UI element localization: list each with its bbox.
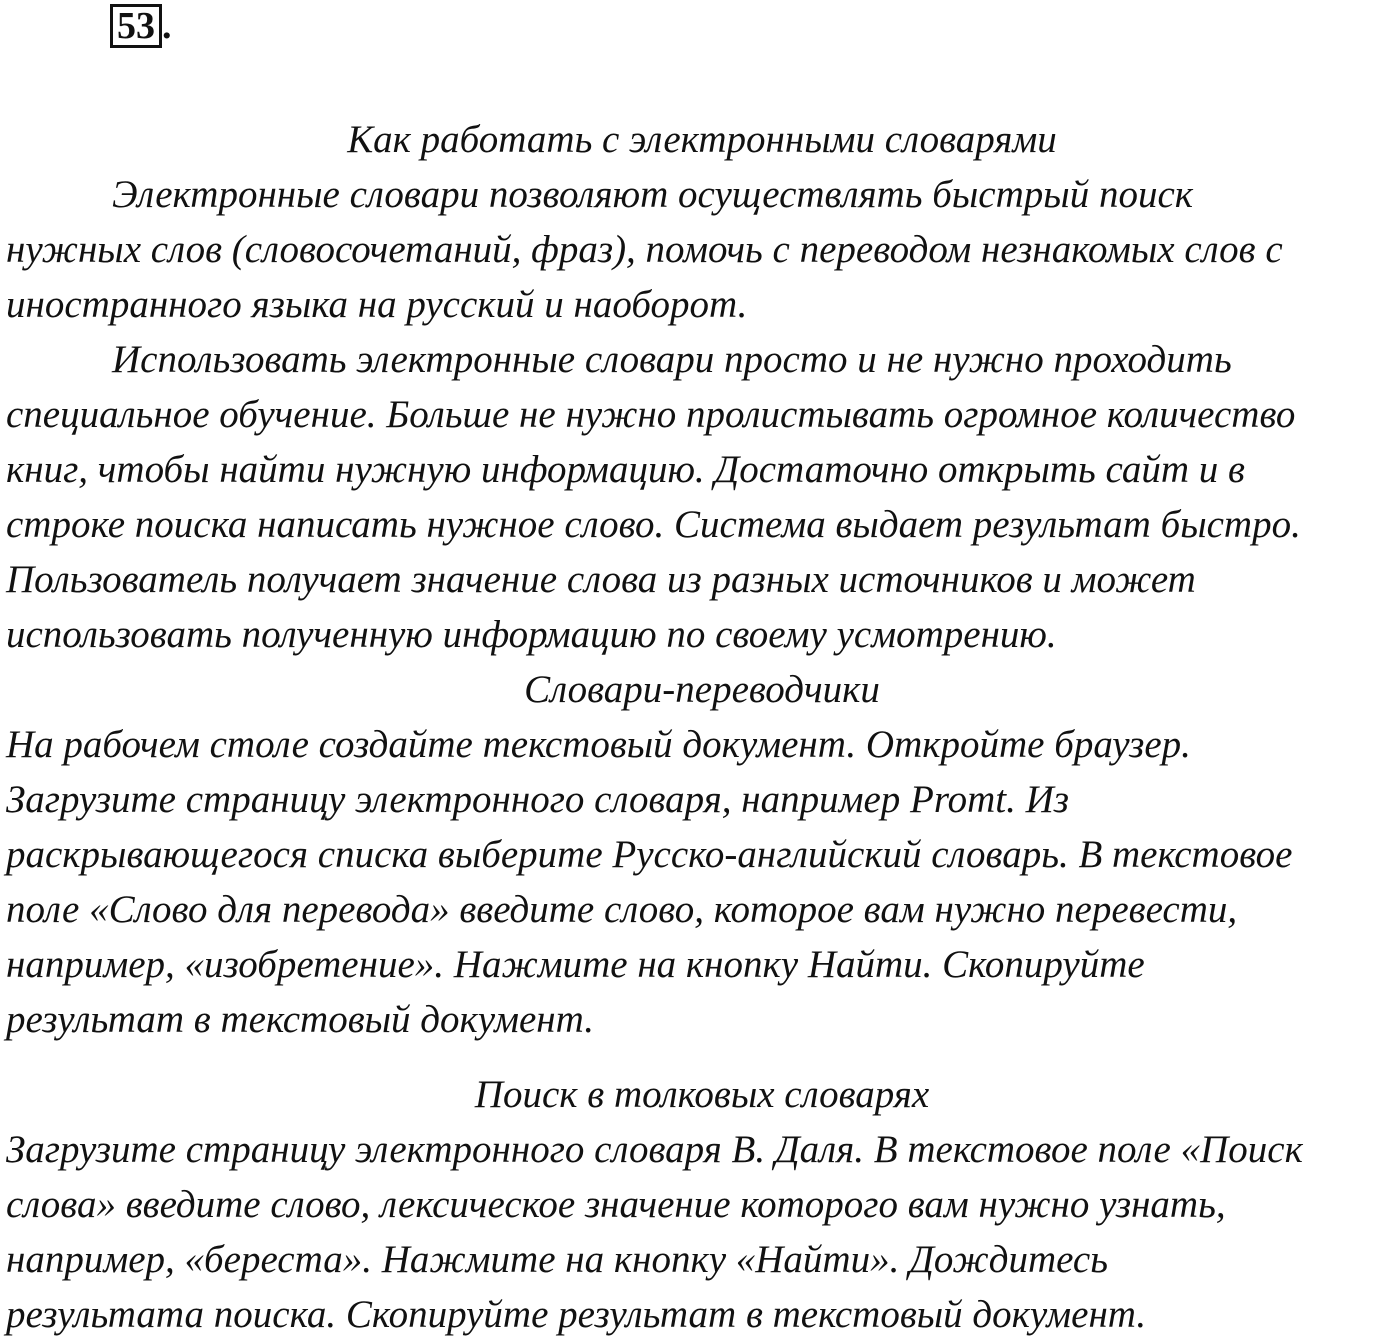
text-line: раскрывающегося списка выберите Русско-английский словарь. В текстовое	[6, 833, 1293, 876]
text-line: результат в текстовый документ.	[6, 998, 595, 1041]
exercise-number-dot: .	[162, 5, 172, 47]
text-line: результата поиска. Скопируйте результат в текстовый документ.	[6, 1293, 1147, 1336]
section-title-translator-dictionaries: Словари-переводчики	[524, 668, 880, 711]
text-line: слова» введите слово, лексическое значение которого вам нужно узнать,	[6, 1183, 1226, 1226]
exercise-number-box: 53	[110, 4, 162, 48]
section-title-explanatory-dictionaries: Поиск в толковых словарях	[474, 1073, 930, 1116]
text-line: Электронные словари позволяют осуществлять быстрый поиск	[112, 173, 1193, 216]
text-line: Загрузите страницу электронного словаря, например Promt. Из	[6, 778, 1069, 821]
document-body-section3	[6, 1067, 1398, 1342]
text-line: поле «Слово для перевода» введите слово, которое вам нужно перевести,	[6, 888, 1238, 931]
text-line: Загрузите страницу электронного словаря В. Даля. В текстовое поле «Поиск	[6, 1128, 1303, 1171]
text-line: Использовать электронные словари просто и не нужно проходить	[112, 338, 1232, 381]
text-line: нужных слов (словосочетаний, фраз), помочь с переводом незнакомых слов с	[6, 228, 1283, 271]
text-line: использовать полученную информацию по своему усмотрению.	[6, 613, 1057, 656]
text-line: На рабочем столе создайте текстовый документ. Откройте браузер.	[6, 723, 1191, 766]
text-line: строке поиска написать нужное слово. Система выдает результат быстро.	[6, 503, 1301, 546]
text-line: специальное обучение. Больше не нужно пролистывать огромное количество	[6, 393, 1296, 436]
text-line: например, «изобретение». Нажмите на кнопку Найти. Скопируйте	[6, 943, 1145, 986]
section-title-electronic-dictionaries: Как работать с электронными словарями	[347, 118, 1057, 161]
exercise-number	[110, 4, 172, 48]
text-line: иностранного языка на русский и наоборот.	[6, 283, 748, 326]
text-line: книг, чтобы найти нужную информацию. Достаточно открыть сайт и в	[6, 448, 1245, 491]
text-line: Пользователь получает значение слова из разных источников и может	[6, 558, 1196, 601]
text-line: например, «береста». Нажмите на кнопку «Найти». Дождитесь	[6, 1238, 1108, 1281]
document-body	[6, 112, 1398, 1047]
